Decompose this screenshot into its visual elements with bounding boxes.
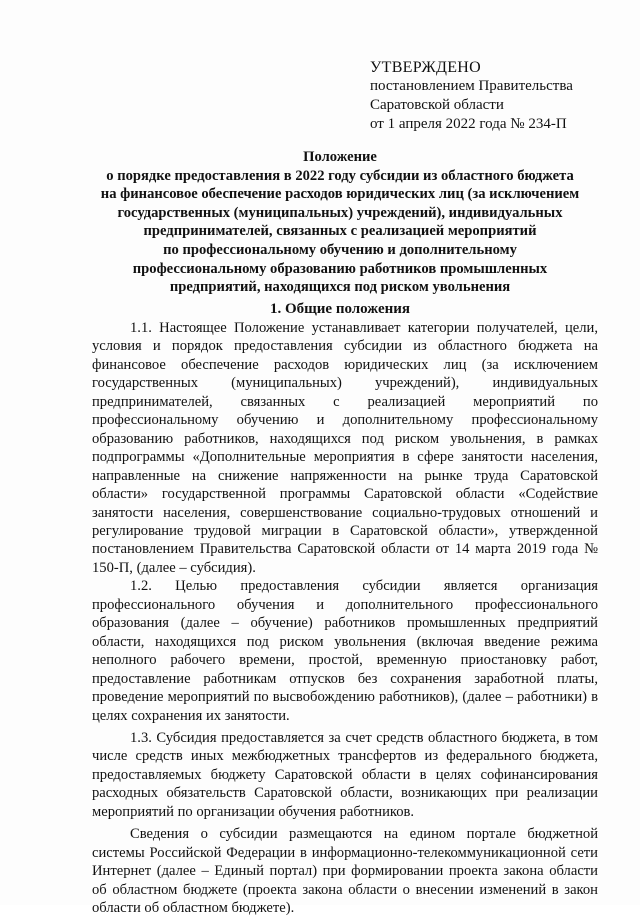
paragraph-1-2: 1.2. Целью предоставления субсидии является организация профессионального обучения и дополнительного профессионального образования (далее – обучение) работников промышленных предприятий области, находящихся под риском увольнения (включая введение режима неполного рабочего времени, простой, временную приостановку работ, предоставление работникам отпусков без сохранения заработной платы, проведение мероприятий по высвобождению работников), (далее – работники) в целях сохранения их занятости. <box>92 578 598 724</box>
title-line-6: по профессиональному обучению и дополнительному <box>163 241 517 258</box>
document-title <box>60 148 620 297</box>
title-line-5: предпринимателей, связанных с реализацией мероприятий <box>143 223 537 240</box>
title-line-8: предприятий, находящихся под риском увольнения <box>169 279 511 296</box>
approval-heading: УТВЕРЖДЕНО <box>370 59 482 76</box>
title-line-1: Положение <box>303 149 377 165</box>
paragraph-1-3: 1.3. Субсидия предоставляется за счет средств областного бюджета, в том числе средств иных межбюджетных трансфертов из федерального бюджета, предоставляемых бюджету Саратовской области в целях софинансирования расходных обязательств Саратовской области, возникающих при реализации мероприятий по организации обучения работников. <box>92 729 598 820</box>
section-heading: 1. Общие положения <box>269 301 411 317</box>
document-body <box>92 319 598 918</box>
title-line-7: профессиональному образованию работников промышленных <box>132 260 548 277</box>
title-line-2: о порядке предоставления в 2022 году субсидии из областного бюджета <box>106 167 574 184</box>
approval-line-3: от 1 апреля 2022 года № 234-П <box>370 116 567 132</box>
title-line-4: государственных (муниципальных) учреждений), индивидуальных <box>117 204 563 221</box>
paragraph-portal-info: Сведения о субсидии размещаются на едином портале бюджетной системы Российской Федерации в информационно-телекоммуникационной сети Интернет (далее – Единый портал) при формировании проекта закона области об областном бюджете (проекта закона области о внесении изменений в закон области об областном бюджете). <box>92 826 598 917</box>
title-line-3: на финансовое обеспечение расходов юридических лиц (за исключением <box>100 186 580 203</box>
approval-line-2: Саратовской области <box>370 97 504 113</box>
approval-stamp <box>370 58 620 134</box>
approval-line-1: постановлением Правительства <box>370 78 573 94</box>
paragraph-1-1: 1.1. Настоящее Положение устанавливает категории получателей, цели, условия и порядок предоставления субсидии из областного бюджета на финансовое обеспечение расходов юридических лиц (за исключением государственных (муниципальных) учреждений), индивидуальных предпринимателей, связанных с реализацией мероприятий по профессиональному обучению и дополнительному профессиональному образованию работников, находящихся под риском увольнения, в рамках подпрограммы «Дополнительные мероприятия в сфере занятости населения, направленные на снижение напряженности на рынке труда Саратовской области» государственной программы Саратовской области «Содействие занятости населения, совершенствование социально-трудовых отношений и регулирование трудовой миграции в Саратовской области», утвержденной постановлением Правительства Саратовской области от 14 марта 2019 года № 150-П, (далее – субсидия). <box>92 320 598 576</box>
